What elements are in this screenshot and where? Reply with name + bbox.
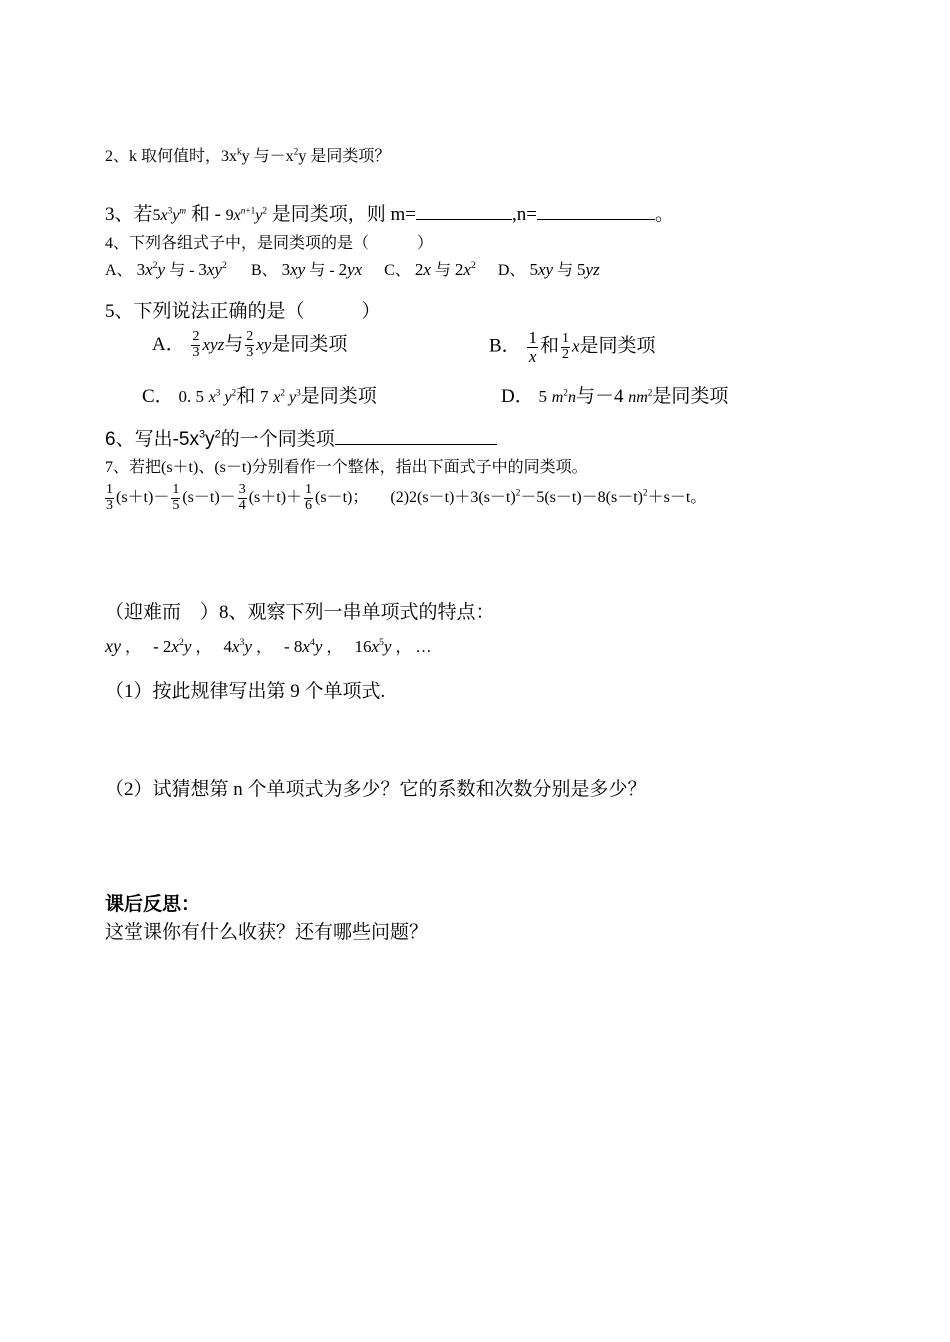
question-8-part-1: （1）按此规律写出第 9 个单项式.: [105, 681, 386, 702]
q5-option-d: D． 5 $m^2n$与－4 $nm^2$是同类项: [501, 386, 729, 407]
question-6: 6、写出$-5x^3y^2$的一个同类项: [105, 424, 497, 451]
q5-option-b: B． $\frac{1}{x}$ 和 $\frac{1}{2}$ x是同类项: [489, 328, 656, 366]
option-d: D、 5xy 与 5yz: [497, 260, 600, 279]
q5-option-c: C． 0. 5 $x^3$ $y^2$和 7 $x^2$ $y^3$是同类项: [142, 386, 377, 407]
reflection-title: 课后反思：: [105, 894, 201, 915]
question-4-stem: 4、下列各组式子中，是同类项的是（ ）: [105, 235, 434, 252]
blank-q6[interactable]: [335, 443, 497, 445]
question-7-expressions: $\frac{1}{3}$ (s＋t)－ $\frac{1}{5}$ (s－t)－ $\frac{3}{4}$ (s＋t)＋ $\frac{1}{6}$ (s－t)； $(2)2(s-t)+3(s-t)^2-5(s-t)-8(s-t)^2+s-t$。: [106, 482, 707, 513]
question-8-sequence: xy ， - $2x^2y$ ， $4x^3y$ ， - $8x^4y$ ， $16x^5y$ ， …: [105, 636, 432, 656]
question-5-stem: 5、下列说法正确的是（ ）: [105, 301, 381, 322]
option-b: B、 3xy 与 - 2yx: [250, 260, 363, 279]
q5-option-a: A． $\frac{2}{3}$ xyz与 $\frac{2}{3}$ xy是同类项: [152, 329, 348, 361]
expr-5x3ym: $5x^3y^m$: [152, 206, 187, 224]
option-c: C、 2x 与 $2x^2$: [384, 260, 476, 279]
question-4-options: [105, 257, 600, 280]
blank-m[interactable]: [416, 218, 512, 220]
question-7-stem: 7、若把(s＋t)、(s－t)分别看作一个整体，指出下面式子中的同类项。: [105, 459, 588, 476]
question-3: 3、若$5x^3y^m$ 和 - $9x^{n+1}y^2$ 是同类项，则 m= ,n= 。: [105, 204, 674, 225]
expr-9xn1y2: $9x^{n+1}y^2$: [225, 206, 268, 224]
question-2: 2、k 取何值时，$3x^ky$ 与$-x^2y$ 是同类项？: [105, 147, 391, 165]
reflection-text: 这堂课你有什么收获？还有哪些问题？: [105, 922, 429, 943]
option-a: A、 $3x^2y$ 与 - $3xy^2$: [105, 260, 227, 279]
question-8-stem: （迎难而 ）8、观察下列一串单项式的特点：: [105, 602, 495, 623]
question-8-part-2: （2）试猜想第 n 个单项式为多少？它的系数和次数分别是多少？: [105, 779, 647, 800]
blank-n[interactable]: [537, 218, 655, 220]
